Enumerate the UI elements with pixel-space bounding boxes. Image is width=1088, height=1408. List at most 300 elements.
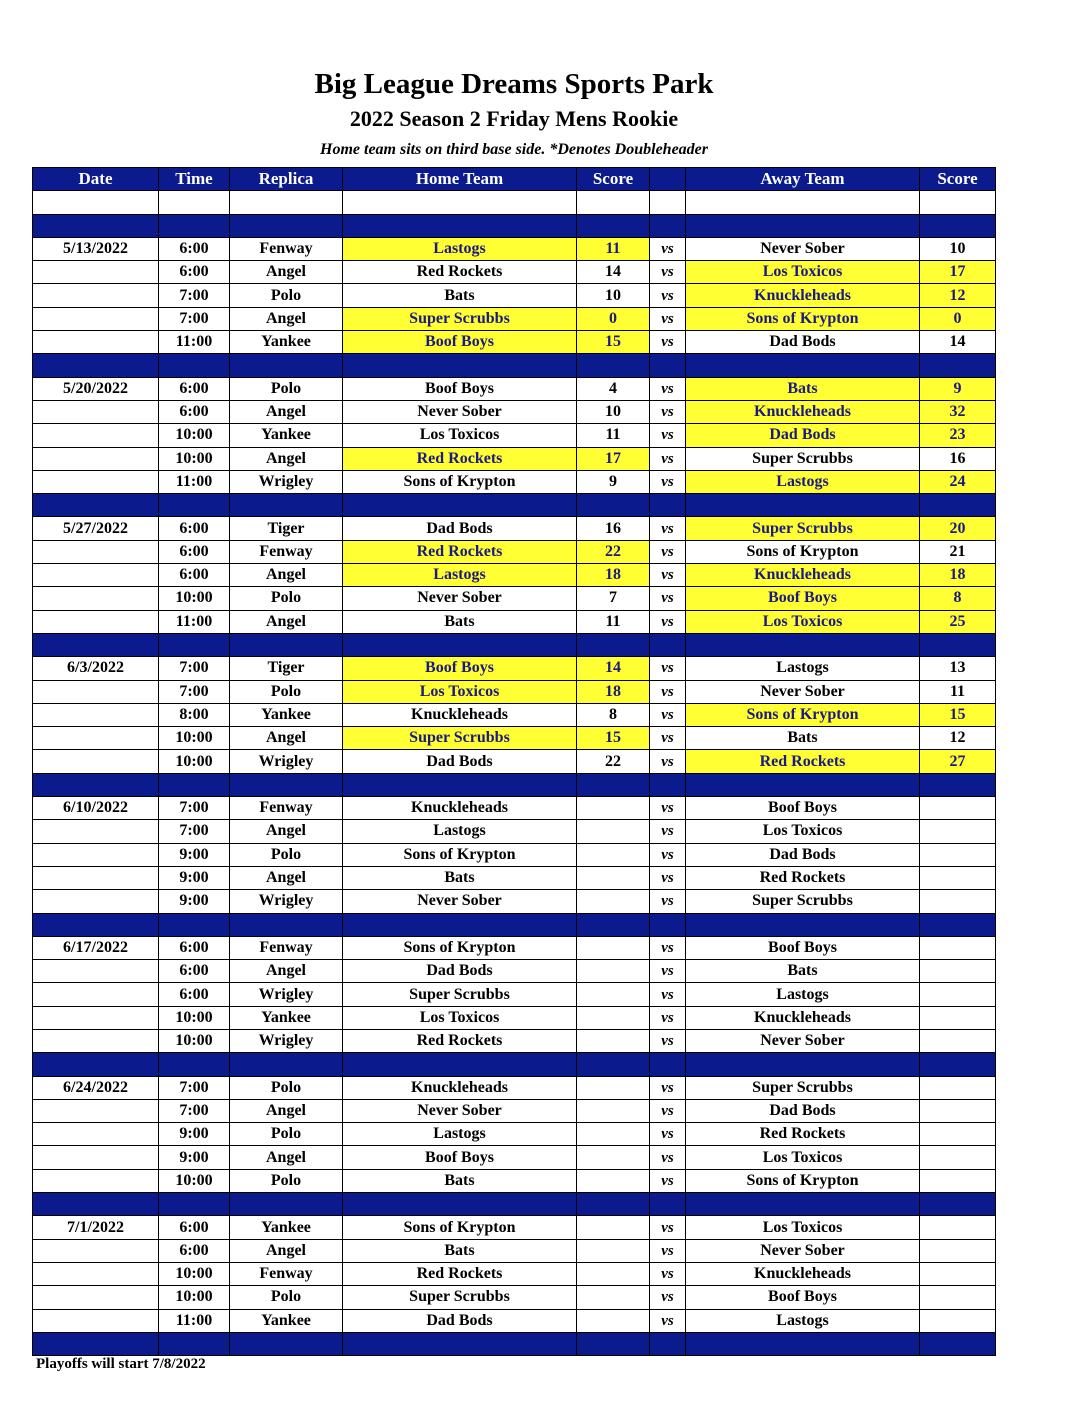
time-cell: 6:00 [159,564,230,587]
time-cell: 10:00 [159,1029,230,1052]
replica-cell: Polo [230,1123,343,1146]
home-score-cell: 15 [577,331,650,354]
game-row [33,517,996,540]
vs-cell: vs [650,890,686,913]
date-cell-empty [33,1286,159,1309]
time-cell: 6:00 [159,400,230,423]
home-score-cell [577,1309,650,1332]
separator-cell [650,494,686,517]
date-cell-empty [33,284,159,307]
vs-cell: vs [650,540,686,563]
date-cell: 5/27/2022 [33,517,159,540]
home-team-cell: Bats [343,866,577,889]
separator-cell [343,773,577,796]
week-separator [33,913,996,936]
separator-cell [230,494,343,517]
week-separator [33,633,996,656]
replica-cell: Fenway [230,936,343,959]
game-row [33,820,996,843]
home-team-cell: Dad Bods [343,1309,577,1332]
blank-cell [920,191,996,214]
vs-cell: vs [650,261,686,284]
replica-cell: Polo [230,587,343,610]
replica-cell: Polo [230,680,343,703]
home-score-cell [577,1262,650,1285]
vs-cell: vs [650,1309,686,1332]
col-replica: Replica [230,168,343,191]
col-date: Date [33,168,159,191]
week-separator [33,773,996,796]
away-team-cell: Bats [686,377,920,400]
replica-cell: Wrigley [230,890,343,913]
col-home-score: Score [577,168,650,191]
away-team-cell: Boof Boys [686,1286,920,1309]
away-score-cell [920,1239,996,1262]
replica-cell: Wrigley [230,750,343,773]
away-score-cell [920,1216,996,1239]
separator-cell [577,494,650,517]
separator-cell [230,1332,343,1355]
home-score-cell [577,1239,650,1262]
away-team-cell: Boof Boys [686,797,920,820]
col-away-score: Score [920,168,996,191]
vs-cell: vs [650,1006,686,1029]
home-team-cell: Red Rockets [343,447,577,470]
away-team-cell: Los Toxicos [686,610,920,633]
away-team-cell: Dad Bods [686,1099,920,1122]
home-team-cell: Knuckleheads [343,1076,577,1099]
game-row [33,237,996,260]
away-score-cell [920,1309,996,1332]
game-row [33,797,996,820]
separator-cell [577,1053,650,1076]
separator-cell [159,773,230,796]
separator-cell [159,1053,230,1076]
separator-cell [159,633,230,656]
away-team-cell: Bats [686,960,920,983]
date-cell-empty [33,866,159,889]
time-cell: 10:00 [159,587,230,610]
away-team-cell: Los Toxicos [686,1216,920,1239]
away-score-cell [920,797,996,820]
home-team-cell: Lastogs [343,1123,577,1146]
home-team-cell: Lastogs [343,820,577,843]
away-score-cell [920,1286,996,1309]
game-row [33,1123,996,1146]
replica-cell: Polo [230,1286,343,1309]
date-cell: 6/24/2022 [33,1076,159,1099]
separator-cell [33,1053,159,1076]
date-cell-empty [33,331,159,354]
vs-cell: vs [650,237,686,260]
separator-cell [33,913,159,936]
home-team-cell: Super Scrubbs [343,307,577,330]
separator-cell [343,1332,577,1355]
home-score-cell: 11 [577,237,650,260]
separator-cell [33,773,159,796]
home-team-cell: Sons of Krypton [343,936,577,959]
week-separator [33,1332,996,1355]
away-team-cell: Knuckleheads [686,1006,920,1029]
separator-cell [920,1053,996,1076]
vs-cell: vs [650,727,686,750]
time-cell: 7:00 [159,680,230,703]
separator-cell [650,1193,686,1216]
away-team-cell: Sons of Krypton [686,1169,920,1192]
time-cell: 9:00 [159,843,230,866]
separator-cell [230,354,343,377]
replica-cell: Angel [230,866,343,889]
separator-cell [343,1053,577,1076]
away-score-cell: 9 [920,377,996,400]
game-row [33,727,996,750]
vs-cell: vs [650,587,686,610]
home-score-cell [577,1286,650,1309]
replica-cell: Angel [230,1146,343,1169]
away-score-cell: 11 [920,680,996,703]
away-team-cell: Sons of Krypton [686,540,920,563]
away-team-cell: Sons of Krypton [686,703,920,726]
replica-cell: Angel [230,820,343,843]
separator-cell [650,773,686,796]
home-score-cell [577,843,650,866]
home-team-cell: Sons of Krypton [343,1216,577,1239]
home-score-cell [577,983,650,1006]
game-row [33,983,996,1006]
date-cell: 6/10/2022 [33,797,159,820]
home-score-cell [577,1099,650,1122]
separator-cell [159,1332,230,1355]
home-score-cell: 8 [577,703,650,726]
away-team-cell: Knuckleheads [686,1262,920,1285]
game-row [33,936,996,959]
time-cell: 6:00 [159,1239,230,1262]
home-team-cell: Bats [343,610,577,633]
replica-cell: Polo [230,284,343,307]
away-team-cell: Los Toxicos [686,820,920,843]
date-cell: 6/3/2022 [33,657,159,680]
separator-cell [577,354,650,377]
vs-cell: vs [650,564,686,587]
vs-cell: vs [650,1076,686,1099]
date-cell-empty [33,1029,159,1052]
away-team-cell: Dad Bods [686,843,920,866]
replica-cell: Fenway [230,1262,343,1285]
time-cell: 6:00 [159,377,230,400]
separator-cell [686,913,920,936]
vs-cell: vs [650,1169,686,1192]
time-cell: 7:00 [159,820,230,843]
game-row [33,284,996,307]
separator-cell [920,214,996,237]
date-cell-empty [33,1169,159,1192]
replica-cell: Polo [230,843,343,866]
game-row [33,843,996,866]
home-score-cell: 15 [577,727,650,750]
away-score-cell [920,866,996,889]
home-score-cell [577,820,650,843]
separator-cell [920,494,996,517]
away-team-cell: Never Sober [686,1029,920,1052]
game-row [33,261,996,284]
col-vs [650,168,686,191]
away-score-cell [920,890,996,913]
time-cell: 6:00 [159,960,230,983]
game-row [33,447,996,470]
replica-cell: Angel [230,1239,343,1262]
separator-cell [33,1332,159,1355]
game-row [33,750,996,773]
separator-cell [920,1193,996,1216]
time-cell: 7:00 [159,657,230,680]
separator-cell [920,354,996,377]
home-score-cell [577,1216,650,1239]
home-score-cell [577,1146,650,1169]
home-score-cell [577,1169,650,1192]
time-cell: 10:00 [159,727,230,750]
vs-cell: vs [650,377,686,400]
blank-cell [577,191,650,214]
time-cell: 6:00 [159,540,230,563]
away-score-cell: 0 [920,307,996,330]
separator-cell [686,1053,920,1076]
separator-cell [577,214,650,237]
home-team-cell: Boof Boys [343,377,577,400]
time-cell: 11:00 [159,1309,230,1332]
date-cell-empty [33,1262,159,1285]
date-cell-empty [33,261,159,284]
time-cell: 9:00 [159,1146,230,1169]
game-row [33,1076,996,1099]
date-cell-empty [33,564,159,587]
date-cell-empty [33,750,159,773]
week-separator [33,494,996,517]
separator-cell [686,1332,920,1355]
game-row [33,1239,996,1262]
home-team-cell: Red Rockets [343,540,577,563]
date-cell: 5/20/2022 [33,377,159,400]
replica-cell: Yankee [230,424,343,447]
date-cell-empty [33,680,159,703]
game-row [33,331,996,354]
vs-cell: vs [650,331,686,354]
time-cell: 6:00 [159,936,230,959]
away-team-cell: Sons of Krypton [686,307,920,330]
blank-cell [159,191,230,214]
home-score-cell: 9 [577,470,650,493]
away-score-cell: 12 [920,727,996,750]
away-team-cell: Dad Bods [686,424,920,447]
home-score-cell [577,890,650,913]
home-score-cell [577,866,650,889]
time-cell: 10:00 [159,447,230,470]
separator-cell [33,494,159,517]
date-cell-empty [33,1006,159,1029]
time-cell: 6:00 [159,237,230,260]
home-team-cell: Sons of Krypton [343,470,577,493]
home-score-cell: 11 [577,424,650,447]
time-cell: 6:00 [159,517,230,540]
vs-cell: vs [650,1286,686,1309]
blank-cell [650,191,686,214]
time-cell: 7:00 [159,1099,230,1122]
header-row [33,168,996,191]
away-team-cell: Lastogs [686,470,920,493]
vs-cell: vs [650,703,686,726]
date-cell-empty [33,703,159,726]
separator-cell [343,1193,577,1216]
time-cell: 9:00 [159,866,230,889]
date-cell-empty [33,470,159,493]
time-cell: 7:00 [159,797,230,820]
game-row [33,307,996,330]
home-team-cell: Los Toxicos [343,424,577,447]
home-score-cell [577,1076,650,1099]
col-time: Time [159,168,230,191]
separator-cell [230,633,343,656]
replica-cell: Angel [230,400,343,423]
away-team-cell: Dad Bods [686,331,920,354]
game-row [33,866,996,889]
time-cell: 10:00 [159,424,230,447]
time-cell: 8:00 [159,703,230,726]
away-score-cell [920,1029,996,1052]
separator-cell [920,1332,996,1355]
blank-row [33,191,996,214]
replica-cell: Yankee [230,1006,343,1029]
away-team-cell: Bats [686,727,920,750]
replica-cell: Fenway [230,237,343,260]
home-team-cell: Never Sober [343,890,577,913]
home-score-cell: 16 [577,517,650,540]
home-team-cell: Never Sober [343,1099,577,1122]
home-team-cell: Boof Boys [343,331,577,354]
blank-cell [343,191,577,214]
separator-cell [686,1193,920,1216]
game-row [33,703,996,726]
date-cell-empty [33,307,159,330]
home-score-cell [577,1006,650,1029]
away-team-cell: Super Scrubbs [686,890,920,913]
replica-cell: Angel [230,727,343,750]
home-team-cell: Lastogs [343,237,577,260]
home-team-cell: Super Scrubbs [343,727,577,750]
home-team-cell: Boof Boys [343,657,577,680]
page-subtitle: 2022 Season 2 Friday Mens Rookie [349,106,679,131]
away-score-cell [920,820,996,843]
away-team-cell: Red Rockets [686,866,920,889]
vs-cell: vs [650,820,686,843]
away-team-cell: Super Scrubbs [686,517,920,540]
separator-cell [686,773,920,796]
replica-cell: Polo [230,377,343,400]
date-cell-empty [33,400,159,423]
home-score-cell [577,1123,650,1146]
separator-cell [650,913,686,936]
game-row [33,1099,996,1122]
replica-cell: Angel [230,447,343,470]
separator-cell [230,913,343,936]
home-score-cell: 22 [577,540,650,563]
separator-cell [577,1193,650,1216]
replica-cell: Angel [230,261,343,284]
separator-cell [577,773,650,796]
vs-cell: vs [650,610,686,633]
time-cell: 10:00 [159,1169,230,1192]
time-cell: 7:00 [159,1076,230,1099]
replica-cell: Yankee [230,1216,343,1239]
playoffs-note: Playoffs will start 7/8/2022 [36,1356,206,1372]
game-row [33,1006,996,1029]
away-score-cell: 24 [920,470,996,493]
blank-cell [686,191,920,214]
replica-cell: Polo [230,1169,343,1192]
away-score-cell: 14 [920,331,996,354]
away-team-cell: Red Rockets [686,1123,920,1146]
home-score-cell: 10 [577,284,650,307]
date-cell-empty [33,727,159,750]
game-row [33,890,996,913]
col-away-team: Away Team [686,168,920,191]
time-cell: 6:00 [159,261,230,284]
date-cell-empty [33,1309,159,1332]
replica-cell: Polo [230,1076,343,1099]
home-team-cell: Never Sober [343,587,577,610]
separator-cell [686,354,920,377]
home-score-cell: 4 [577,377,650,400]
vs-cell: vs [650,424,686,447]
separator-cell [650,633,686,656]
game-row [33,610,996,633]
game-row [33,424,996,447]
separator-cell [230,1053,343,1076]
replica-cell: Wrigley [230,983,343,1006]
vs-cell: vs [650,470,686,493]
separator-cell [159,494,230,517]
away-score-cell: 13 [920,657,996,680]
replica-cell: Angel [230,610,343,633]
separator-cell [920,773,996,796]
vs-cell: vs [650,1239,686,1262]
vs-cell: vs [650,843,686,866]
separator-cell [343,214,577,237]
away-score-cell [920,1006,996,1029]
replica-cell: Wrigley [230,1029,343,1052]
game-row [33,960,996,983]
time-cell: 6:00 [159,983,230,1006]
away-team-cell: Super Scrubbs [686,447,920,470]
home-team-cell: Bats [343,1239,577,1262]
date-cell-empty [33,843,159,866]
away-score-cell: 12 [920,284,996,307]
away-team-cell: Lastogs [686,1309,920,1332]
game-row [33,1286,996,1309]
date-cell-empty [33,424,159,447]
home-team-cell: Sons of Krypton [343,843,577,866]
time-cell: 10:00 [159,1286,230,1309]
schedule-table [32,167,996,1356]
blank-cell [230,191,343,214]
separator-cell [650,214,686,237]
date-cell-empty [33,1239,159,1262]
week-separator [33,1193,996,1216]
date-cell-empty [33,1099,159,1122]
vs-cell: vs [650,1262,686,1285]
away-score-cell: 20 [920,517,996,540]
vs-cell: vs [650,750,686,773]
vs-cell: vs [650,1123,686,1146]
week-separator [33,354,996,377]
